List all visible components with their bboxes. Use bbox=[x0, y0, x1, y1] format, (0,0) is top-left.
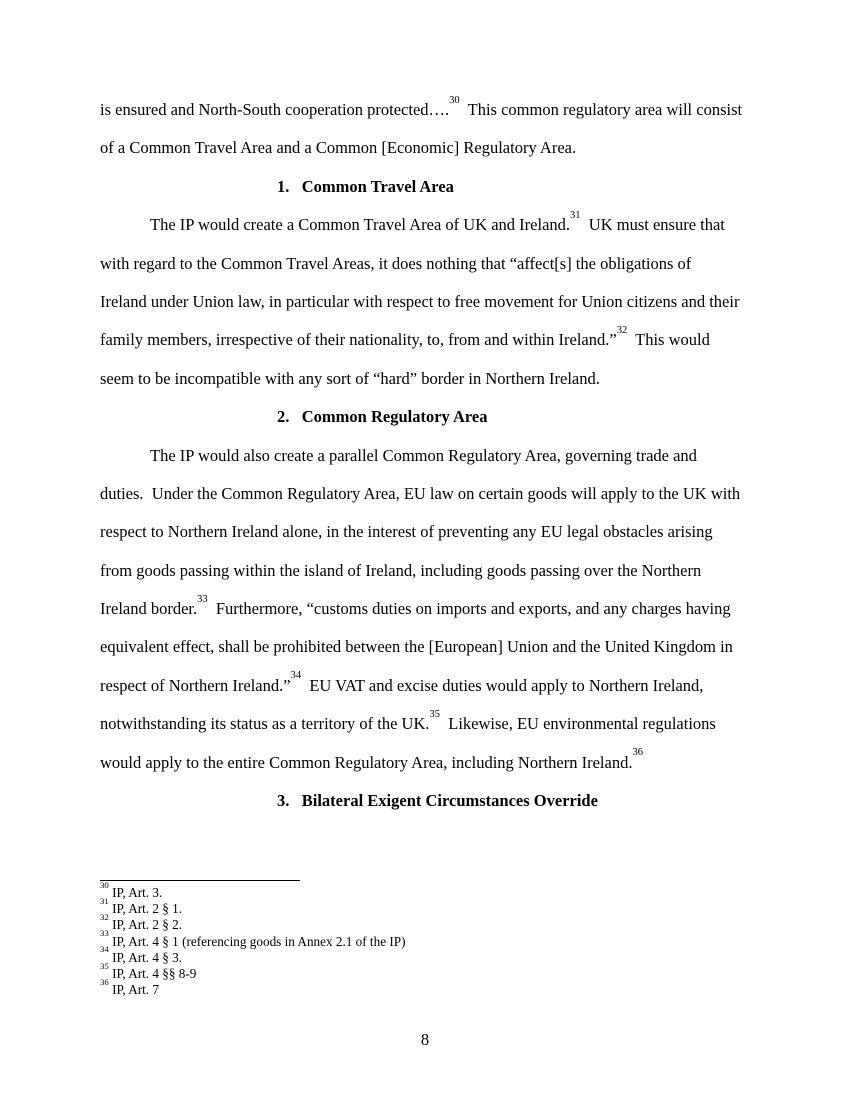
text-line: respect to Northern Ireland alone, in the interest of preventing any EU legal obstacles arising bbox=[100, 522, 713, 542]
text-line: is ensured and North-South cooperation protected….$^{30}$ This common regulatory area will consist bbox=[100, 94, 743, 119]
text-line: seem to be incompatible with any sort of “hard” border in Northern Ireland. bbox=[100, 368, 600, 388]
footnote-reference: 32 bbox=[616, 324, 628, 336]
text-line: with regard to the Common Travel Areas, it does nothing that “affect[s] the obligations of bbox=[100, 253, 692, 273]
footnote-line: $^{30}$ IP, Art. 3. bbox=[100, 879, 163, 900]
footnote-reference: 34 bbox=[290, 670, 302, 682]
footnotes-section bbox=[100, 879, 750, 998]
text-line: Ireland border.$^{33}$ Furthermore, “customs duties on imports and exports, and any charges having bbox=[100, 593, 731, 619]
text-line: family members, irrespective of their nationality, to, from and within Ireland.”$^{32}$ This would bbox=[100, 324, 710, 350]
text-line: would apply to the entire Common Regulatory Area, including Northern Ireland.$^{36}$ bbox=[100, 747, 643, 772]
footnote-line: $^{31}$ IP, Art. 2 § 1. bbox=[100, 895, 183, 917]
footnote-separator bbox=[100, 880, 300, 881]
text-line: respect of Northern Ireland.”$^{34}$ EU VAT and excise duties would apply to Northern Ireland, bbox=[100, 670, 704, 695]
text-line: from goods passing within the island of Ireland, including goods passing over the Northern bbox=[100, 560, 702, 580]
text-line: equivalent effect, shall be prohibited between the [European] Union and the United Kingdom in bbox=[100, 637, 733, 657]
footnote-number: 32 bbox=[100, 912, 109, 923]
footnote-reference: 35 bbox=[429, 708, 440, 720]
footnote-number: 30 bbox=[100, 879, 109, 890]
footnote-line: $^{36}$ IP, Art. 7 bbox=[100, 976, 159, 998]
section-heading: 2. Common Regulatory Area bbox=[277, 407, 488, 427]
footnote-reference: 36 bbox=[632, 747, 643, 759]
text-line: duties. Under the Common Regulatory Area, EU law on certain goods will apply to the UK with bbox=[100, 483, 741, 503]
footnote-number: 34 bbox=[100, 944, 109, 955]
document-body bbox=[100, 91, 790, 820]
text-line: The IP would also create a parallel Common Regulatory Area, governing trade and bbox=[150, 445, 697, 465]
footnote-number: 31 bbox=[100, 895, 109, 906]
text-line: of a Common Travel Area and a Common [Economic] Regulatory Area. bbox=[100, 138, 577, 158]
text-line: The IP would create a Common Travel Area of UK and Ireland.$^{31}$ UK must ensure that bbox=[150, 209, 725, 235]
footnote-number: 33 bbox=[100, 928, 109, 939]
text-line: Ireland under Union law, in particular with respect to free movement for Union citizens and their bbox=[100, 291, 740, 311]
section-heading: 3. Bilateral Exigent Circumstances Override bbox=[277, 791, 598, 811]
footnote-line: $^{33}$ IP, Art. 4 § 1 (referencing goods in Annex 2.1 of the IP) bbox=[100, 928, 406, 949]
footnote-line: $^{32}$ IP, Art. 2 § 2. bbox=[100, 912, 183, 933]
footnote-number: 35 bbox=[100, 960, 109, 971]
footnote-number: 36 bbox=[100, 976, 109, 987]
text-line: notwithstanding its status as a territory of the UK.$^{35}$ Likewise, EU environmental regulations bbox=[100, 708, 716, 734]
footnote-reference: 33 bbox=[197, 593, 208, 605]
footnote-reference: 30 bbox=[449, 94, 460, 106]
footnote-line: $^{35}$ IP, Art. 4 §§ 8-9 bbox=[100, 960, 197, 982]
page-number: 8 bbox=[420, 1030, 430, 1049]
footnote-line: $^{34}$ IP, Art. 4 § 3. bbox=[100, 944, 183, 965]
section-heading: 1. Common Travel Area bbox=[277, 176, 454, 196]
footnote-reference: 31 bbox=[570, 209, 581, 221]
